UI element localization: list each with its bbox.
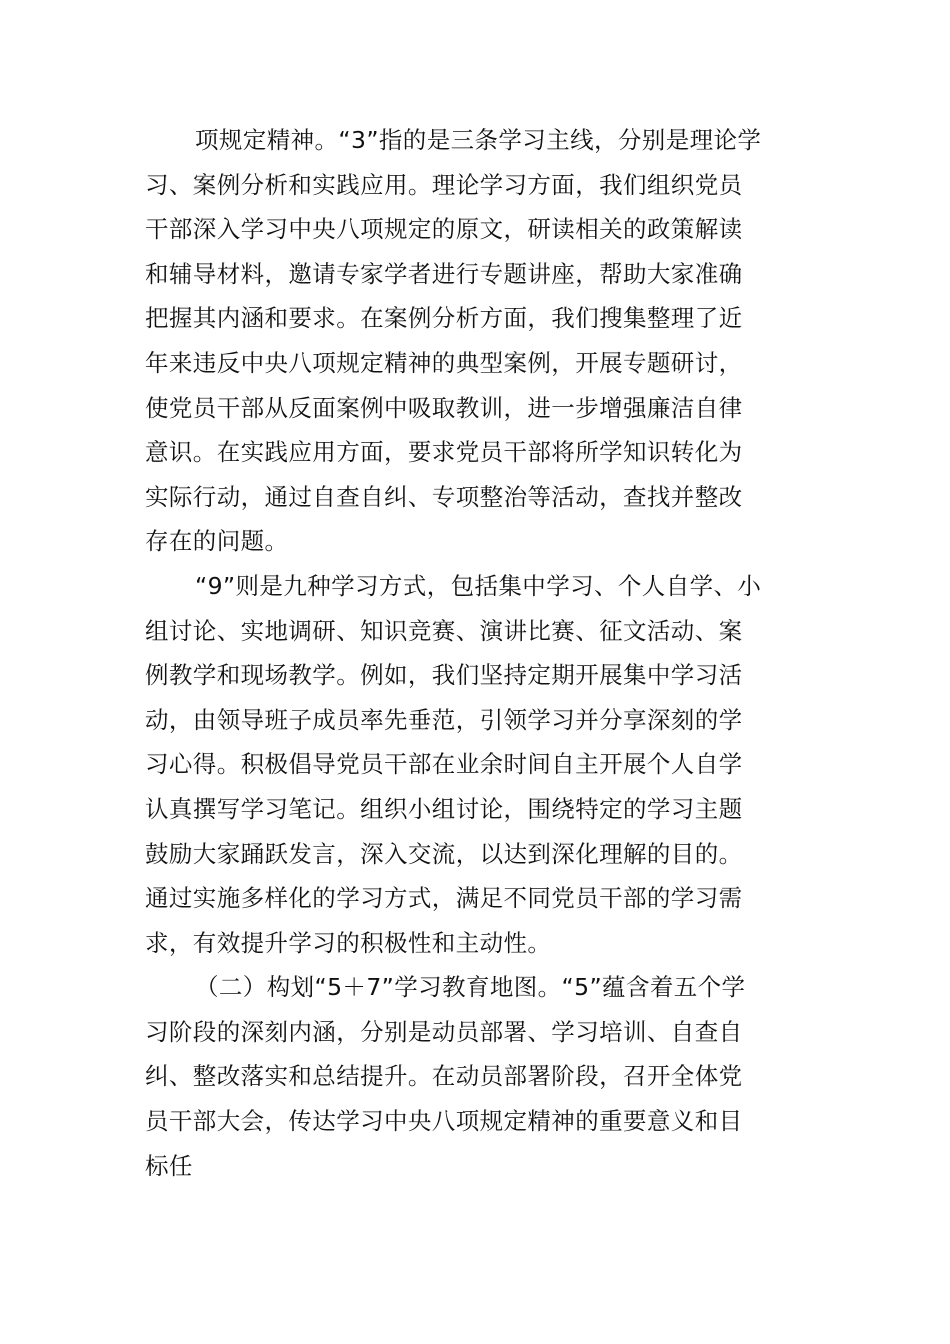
text-line: 求，有效提升学习的积极性和主动性。 xyxy=(145,928,552,957)
text-line: 习心得。积极倡导党员干部在业余时间自主开展个人自学 xyxy=(145,750,743,779)
text-line: 使党员干部从反面案例中吸取教训，进一步增强廉洁自律 xyxy=(145,393,743,422)
text-line: 习阶段的深刻内涵，分别是动员部署、学习培训、自查自 xyxy=(145,1017,743,1046)
text-line: 意识。在实践应用方面，要求党员干部将所学知识转化为 xyxy=(145,438,743,467)
text-line: 动，由领导班子成员率先垂范，引领学习并分享深刻的学 xyxy=(145,705,743,734)
text-line: 把握其内涵和要求。在案例分析方面，我们搜集整理了近 xyxy=(145,304,743,333)
text-line: “9”则是九种学习方式，包括集中学习、个人自学、小 xyxy=(195,571,762,600)
text-line: 项规定精神。“3”指的是三条学习主线，分别是理论学 xyxy=(195,126,762,154)
text-line: 认真撰写学习笔记。组织小组讨论，围绕特定的学习主题 xyxy=(145,794,743,823)
text-line: 员干部大会，传达学习中央八项规定精神的重要意义和目 xyxy=(145,1107,743,1136)
text-line: 年来违反中央八项规定精神的典型案例，开展专题研讨， xyxy=(145,348,743,377)
text-line: 习、案例分析和实践应用。理论学习方面，我们组织党员 xyxy=(145,170,743,199)
text-line: 鼓励大家踊跃发言，深入交流，以达到深化理解的目的。 xyxy=(145,839,743,868)
section-heading-line: （二）构划“5＋7”学习教育地图。“5”蕴含着五个学 xyxy=(195,973,746,1002)
text-line: 组讨论、实地调研、知识竞赛、演讲比赛、征文活动、案 xyxy=(145,616,743,645)
text-line: 标任 xyxy=(145,1151,193,1180)
text-line: 存在的问题。 xyxy=(145,527,289,556)
text-line: 通过实施多样化的学习方式，满足不同党员干部的学习需 xyxy=(145,884,743,913)
text-line: 干部深入学习中央八项规定的原文，研读相关的政策解读 xyxy=(145,215,743,244)
text-line: 和辅导材料，邀请专家学者进行专题讲座，帮助大家准确 xyxy=(145,259,743,288)
text-line: 纠、整改落实和总结提升。在动员部署阶段，召开全体党 xyxy=(145,1062,743,1091)
body-text xyxy=(145,118,810,1188)
text-line: 例教学和现场教学。例如，我们坚持定期开展集中学习活 xyxy=(145,661,743,690)
text-line: 实际行动，通过自查自纠、专项整治等活动，查找并整改 xyxy=(145,482,743,511)
